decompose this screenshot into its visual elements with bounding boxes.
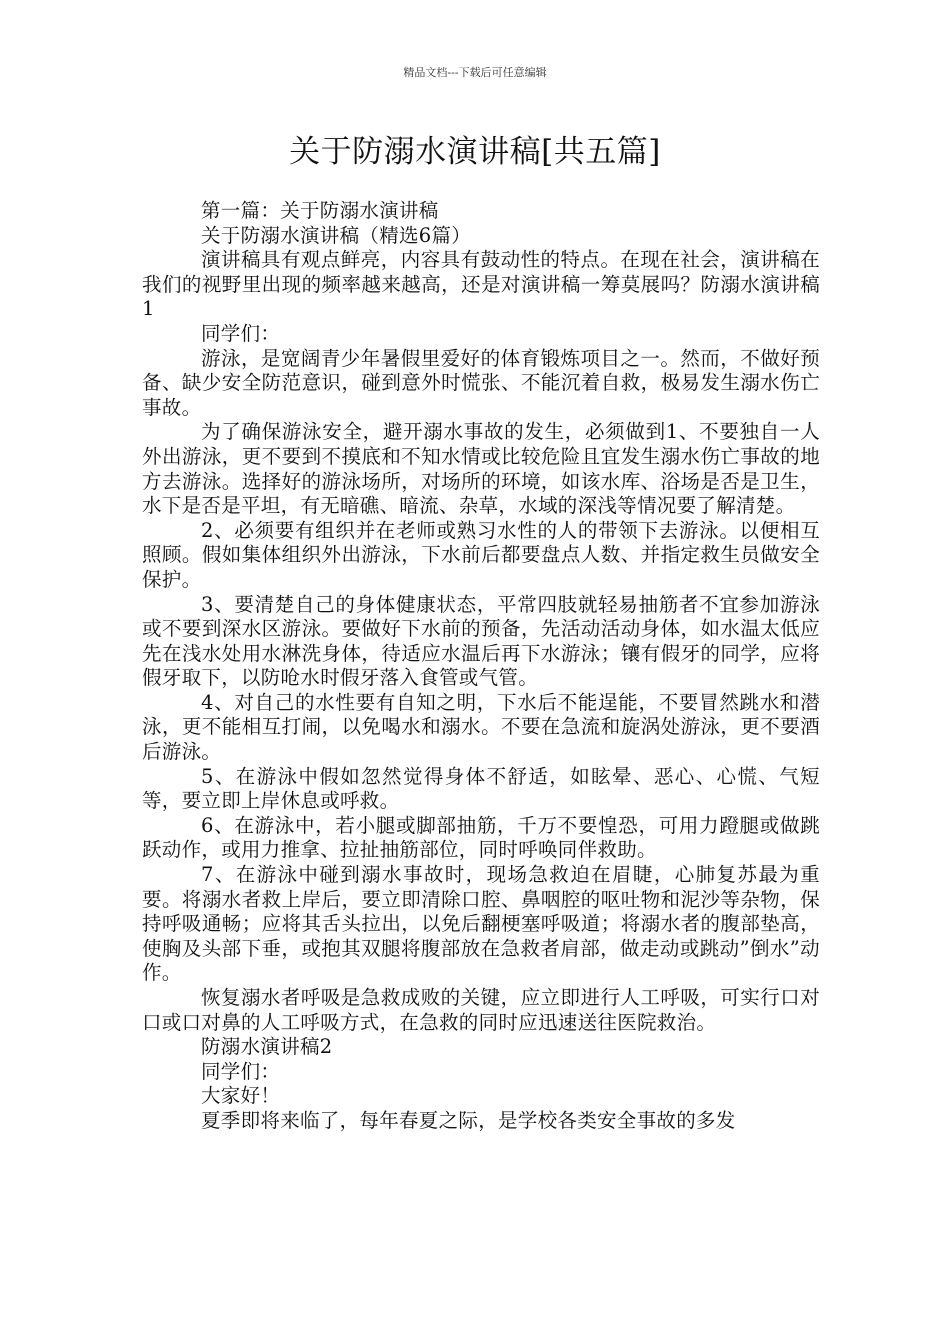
- document-body: [142, 199, 820, 1134]
- salutation: 同学们：: [201, 1059, 281, 1083]
- body-paragraph: 夏季即将来临了，每年春夏之际，是学校各类安全事故的多发: [201, 1108, 736, 1132]
- subheading: 关于防溺水演讲稿（精选6篇）: [201, 223, 472, 247]
- body-paragraph: 3、要清楚自己的身体健康状态，平常四肢就轻易抽筋者不宜参加游泳或不要到深水区游泳。要做好下水前的预备，先活动活动身体，如水温太低应先在浅水处用水淋洗身体，待适应水温后再下水游泳；镶有假牙的同学，应将假牙取下，以防呛水时假牙落入食管或气管。: [142, 592, 820, 690]
- body-paragraph: 游泳，是宽阔青少年暑假里爱好的体育锻炼项目之一。然而，不做好预备、缺少安全防范意识，碰到意外时慌张、不能沉着自救，极易发生溺水伤亡事故。: [142, 346, 820, 419]
- body-paragraph: 6、在游泳中，若小腿或脚部抽筋，千万不要惶恐，可用力蹬腿或做跳跃动作，或用力推拿、拉扯抽筋部位，同时呼唤同伴救助。: [142, 813, 820, 862]
- speech-heading: 防溺水演讲稿2: [201, 1035, 333, 1059]
- section-heading: 第一篇：关于防溺水演讲稿: [201, 199, 439, 222]
- document-title: 关于防溺水演讲稿[共五篇]: [289, 134, 661, 170]
- body-paragraph: 恢复溺水者呼吸是急救成败的关键，应立即进行人工呼吸，可实行口对口或口对鼻的人工呼吸方式，在急救的同时应迅速送往医院救治。: [142, 986, 820, 1034]
- header-note: 精品文档---下载后可任意编辑: [403, 66, 547, 79]
- body-paragraph: 4、对自己的水性要有自知之明，下水后不能逞能，不要冒然跳水和潜泳，更不能相互打闹，以免喝水和溺水。不要在急流和旋涡处游泳，更不要酒后游泳。: [142, 690, 820, 764]
- body-paragraph: 为了确保游泳安全，避开溺水事故的发生，必须做到1、不要独自一人外出游泳，更不要到不摸底和不知水情或比较危险且宜发生溺水伤亡事故的地方去游泳。选择好的游泳场所，对场所的环境，如该水库、浴场是否是卫生，水下是否是平坦，有无暗礁、暗流、杂草，水域的深浅等情况要了解清楚。: [142, 420, 820, 518]
- body-paragraph: 7、在游泳中碰到溺水事故时，现场急救迫在眉睫，心肺复苏最为重要。将溺水者救上岸后，要立即清除口腔、鼻咽腔的呕吐物和泥沙等杂物，保持呼吸通畅；应将其舌头拉出，以免后翻梗塞呼吸道；将溺水者的腹部垫高，使胸及头部下垂，或抱其双腿将腹部放在急救者肩部，做走动或跳动”倒水”动作。: [142, 863, 820, 985]
- body-paragraph: 2、必须要有组织并在老师或熟习水性的人的带领下去游泳。以便相互照顾。假如集体组织外出游泳，下水前后都要盘点人数、并指定救生员做安全保护。: [142, 518, 820, 591]
- body-paragraph: 演讲稿具有观点鲜亮，内容具有鼓动性的特点。在现在社会，演讲稿在我们的视野里出现的频率越来越高，还是对演讲稿一筹莫展吗？防溺水演讲稿1: [142, 248, 820, 321]
- greeting: 大家好！: [201, 1084, 281, 1108]
- salutation: 同学们：: [201, 321, 281, 345]
- body-paragraph: 5、在游泳中假如忽然觉得身体不舒适，如眩晕、恶心、心慌、气短等，要立即上岸休息或呼救。: [142, 764, 820, 813]
